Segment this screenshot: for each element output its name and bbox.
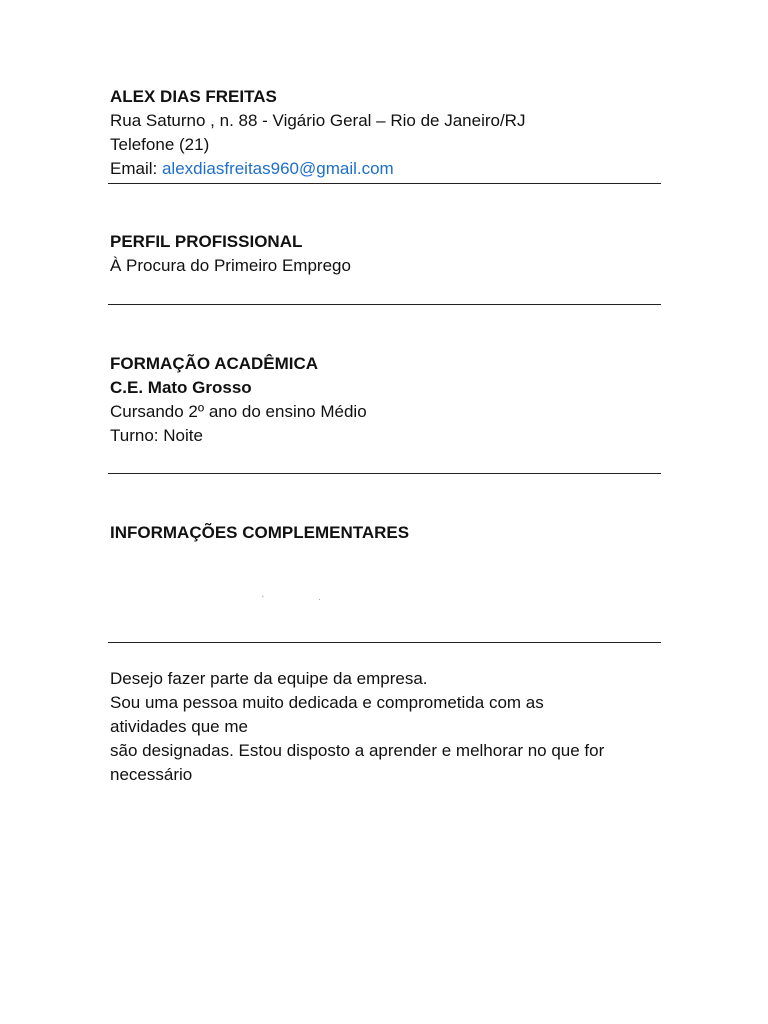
objective-section bbox=[110, 667, 661, 787]
email-line bbox=[110, 157, 661, 181]
objective-line: Desejo fazer parte da equipe da empresa. bbox=[110, 669, 428, 688]
education-heading: FORMAÇÃO ACADÊMICA bbox=[110, 354, 319, 373]
profile-text: À Procura do Primeiro Emprego bbox=[110, 256, 351, 275]
objective-line: Sou uma pessoa muito dedicada e comprometida com as bbox=[110, 693, 544, 712]
course-line: Cursando 2º ano do ensino Médio bbox=[110, 402, 367, 421]
divider-4 bbox=[108, 642, 661, 643]
candidate-name: ALEX DIAS FREITAS bbox=[110, 87, 277, 106]
profile-heading: PERFIL PROFISSIONAL bbox=[110, 232, 303, 251]
objective-line: necessário bbox=[110, 765, 193, 784]
address-line: Rua Saturno , n. 88 - Vigário Geral – Rio de Janeiro/RJ bbox=[110, 111, 526, 130]
scan-speck: · bbox=[318, 594, 321, 604]
divider-1 bbox=[108, 183, 661, 184]
additional-section bbox=[110, 521, 661, 545]
email-label: Email: bbox=[110, 159, 162, 178]
contact-section bbox=[110, 85, 661, 181]
objective-line: atividades que me bbox=[110, 717, 248, 736]
additional-heading: INFORMAÇÕES COMPLEMENTARES bbox=[110, 523, 410, 542]
profile-section bbox=[110, 230, 661, 278]
school-name: C.E. Mato Grosso bbox=[110, 378, 252, 397]
education-section bbox=[110, 352, 661, 448]
scan-speck: ' bbox=[262, 594, 264, 604]
email-link[interactable]: alexdiasfreitas960@gmail.com bbox=[161, 159, 394, 178]
phone-line: Telefone (21) bbox=[110, 135, 210, 154]
shift-line: Turno: Noite bbox=[110, 426, 203, 445]
divider-3 bbox=[108, 473, 661, 474]
divider-2 bbox=[108, 304, 661, 305]
objective-line: são designadas. Estou disposto a aprender e melhorar no que for bbox=[110, 741, 605, 760]
